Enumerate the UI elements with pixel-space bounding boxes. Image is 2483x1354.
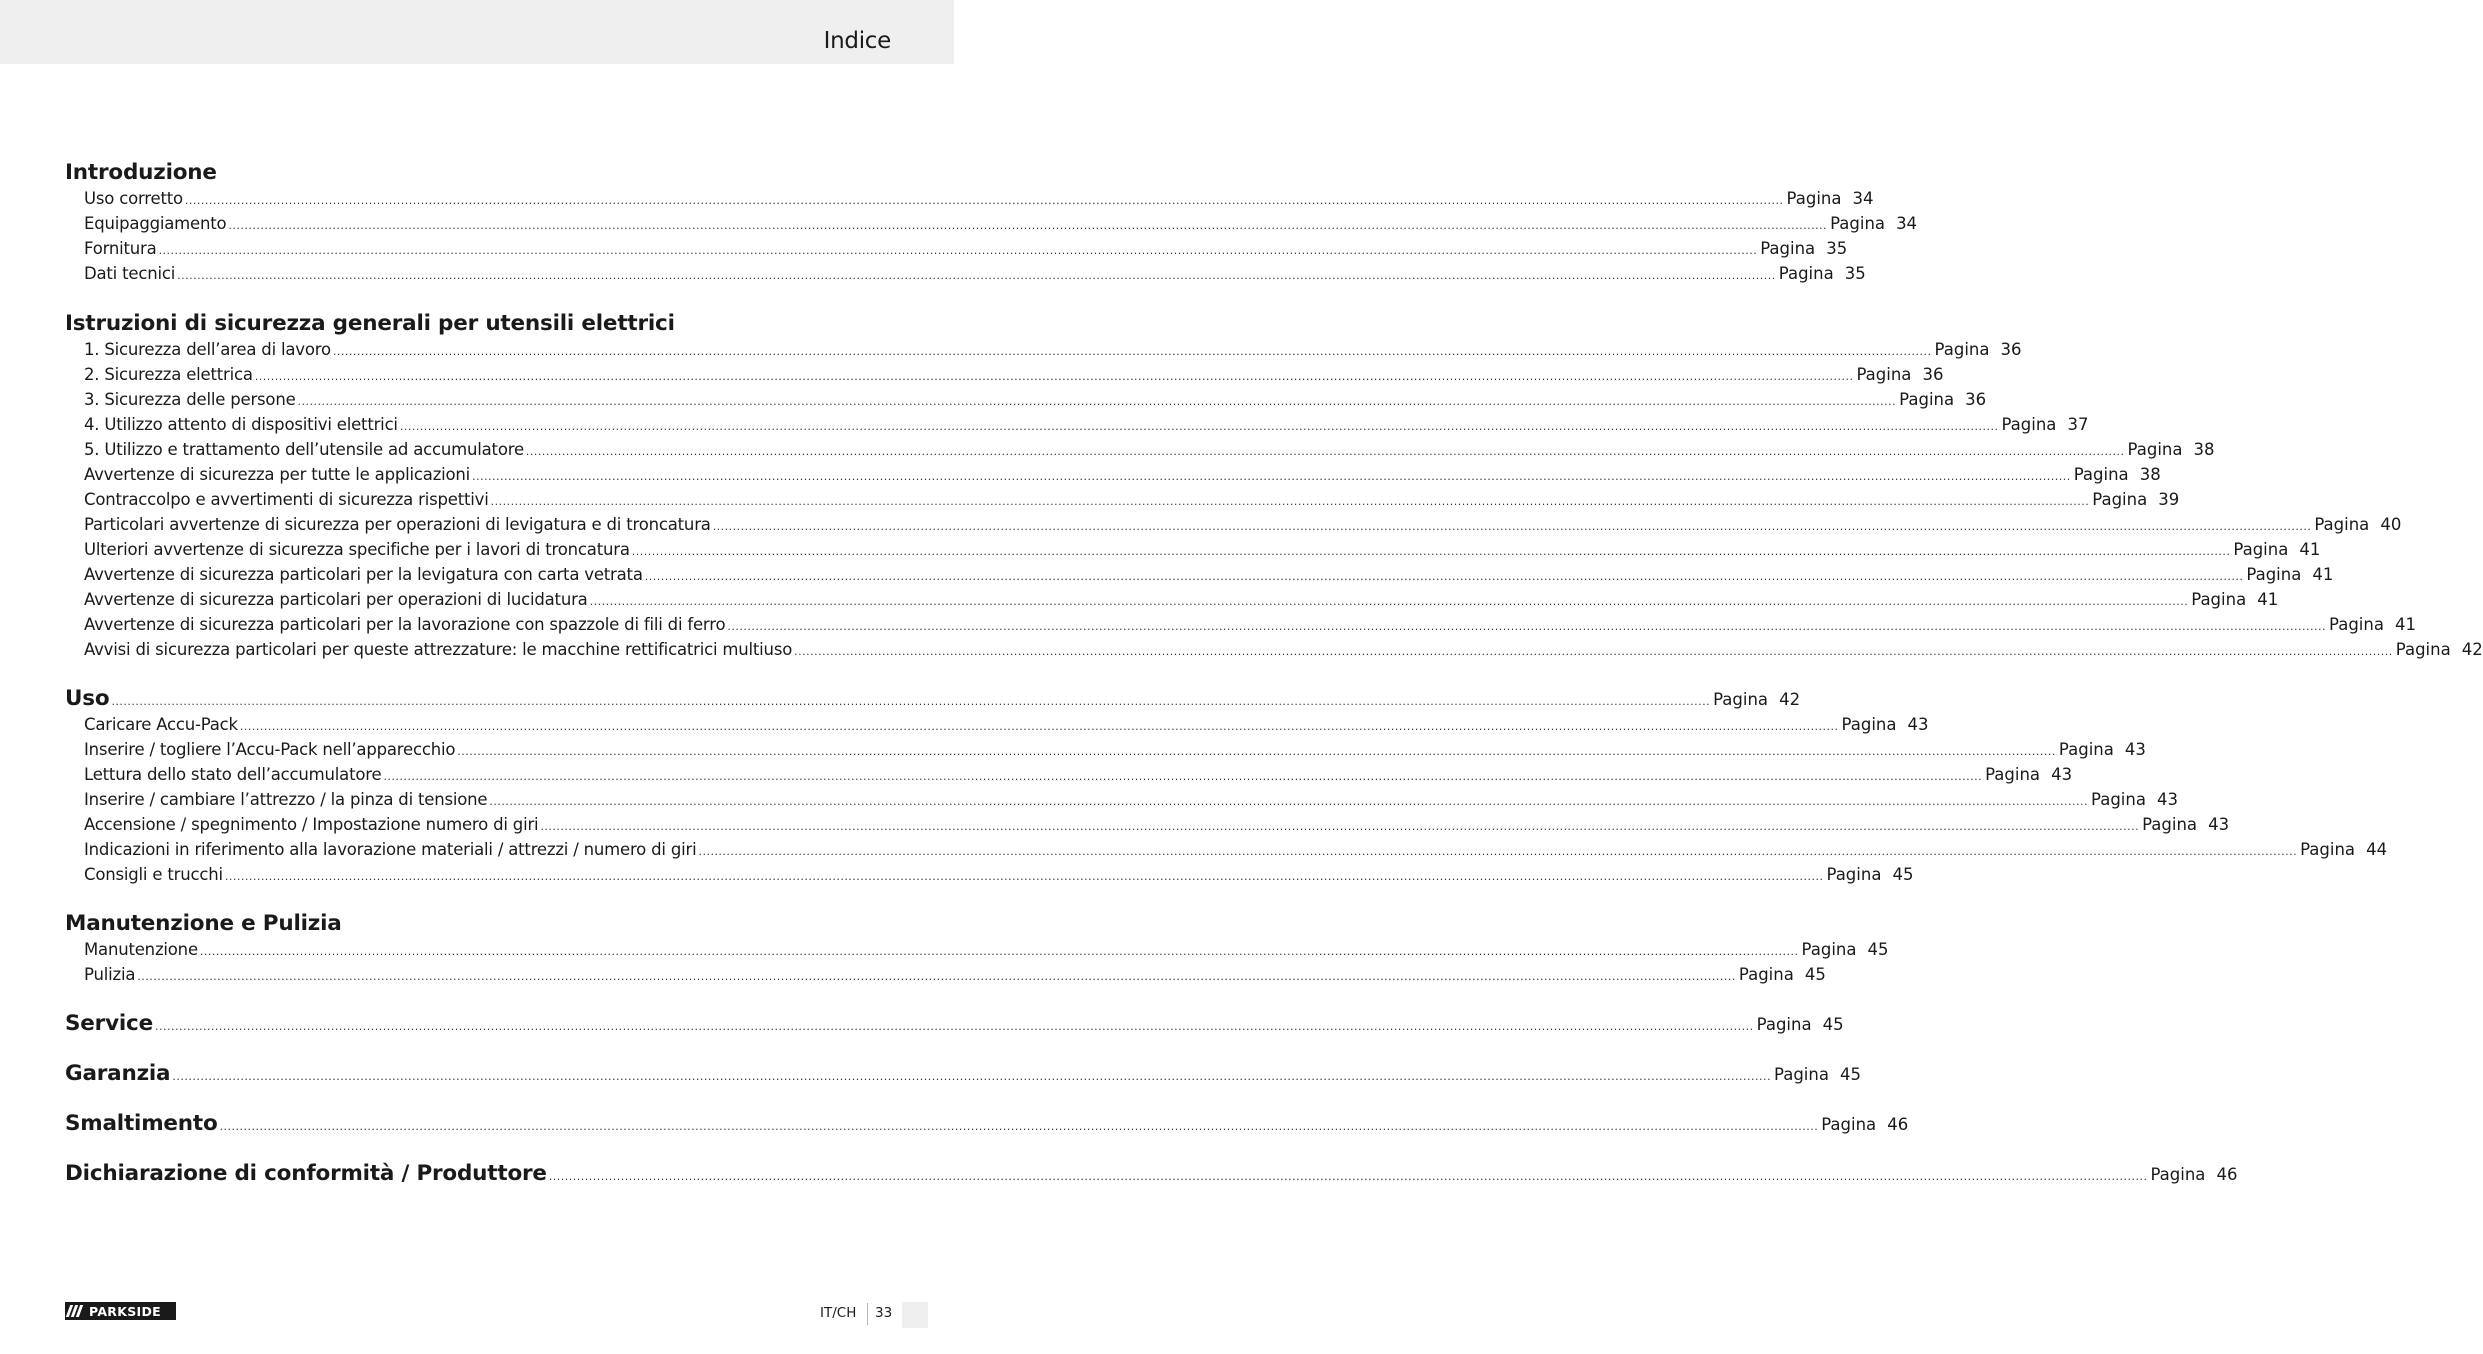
section-heading[interactable] [65,1011,1844,1036]
dot-leader: ................................................................................................................................................................................................................................................................................................................................................................................................................ [490,495,2090,508]
page-label: Pagina [2191,590,2247,609]
toc-entry[interactable] [65,565,2334,584]
page-label: Pagina [1830,214,1886,233]
page-label: Pagina [2314,515,2370,534]
toc-entry-text: 5. Utilizzo e trattamento dell’utensile ad accumulatore [84,440,524,459]
page-ref: 35 [1826,239,1848,258]
page-label: Pagina [2058,740,2114,759]
dot-leader: ................................................................................................................................................................................................................................................................................................................................................................................................................ [727,620,2326,633]
page-ref: 43 [2051,765,2073,784]
page-ref: 43 [2124,740,2146,759]
page-ref: 38 [2139,465,2161,484]
page-label: Pagina [2395,640,2451,659]
toc-entry-text: Particolari avvertenze di sicurezza per operazioni di levigatura e di troncatura [84,515,711,534]
page-label: Pagina [1778,264,1834,283]
footer-divider [867,1303,868,1325]
toc-entry[interactable] [65,640,2483,659]
page-ref: 42 [1779,690,1801,709]
toc-entry-text: Pulizia [84,965,136,984]
dot-leader: ................................................................................................................................................................................................................................................................................................................................................................................................................ [254,370,1854,383]
dot-leader: ................................................................................................................................................................................................................................................................................................................................................................................................................ [158,244,1758,257]
dot-leader: ................................................................................................................................................................................................................................................................................................................................................................................................................ [137,970,1736,983]
page-ref: 34 [1896,214,1918,233]
brand-name: PARKSIDE [89,1303,161,1319]
toc-entry[interactable] [65,490,2180,509]
section-heading-text: Uso [65,686,110,711]
toc-entry-text: 2. Sicurezza elettrica [84,365,253,384]
page-label: Pagina [1821,1115,1877,1134]
toc-entry[interactable] [65,515,2402,534]
page-ref: 44 [2366,840,2388,859]
toc-entry-text: Avvertenze di sicurezza per tutte le applicazioni [84,465,471,484]
page-ref: 41 [2395,615,2416,634]
header-bar [0,0,954,64]
page-label: Pagina [2233,540,2289,559]
toc-entry-text: Inserire / cambiare l’attrezzo / la pinza di tensione [84,790,488,809]
toc-entry[interactable] [65,365,1944,384]
section-heading[interactable] [65,1111,1909,1136]
page-ref: 37 [2067,415,2089,434]
toc-entry-text: Consigli e trucchi [84,865,223,884]
toc-entry-text: 3. Sicurezza delle persone [84,390,296,409]
page-ref: 45 [1840,1065,1862,1084]
dot-leader: ................................................................................................................................................................................................................................................................................................................................................................................................................ [698,845,2298,858]
page-label: Pagina [2091,790,2146,809]
page-label: Pagina [2246,565,2302,584]
toc-entry[interactable] [65,615,2416,634]
section-heading[interactable] [65,1161,2238,1186]
page-ref: 45 [1822,1015,1844,1034]
toc-entry[interactable] [65,790,2178,809]
dot-leader: ................................................................................................................................................................................................................................................................................................................................................................................................................ [457,745,2056,758]
dot-leader: ................................................................................................................................................................................................................................................................................................................................................................................................................ [540,820,2140,833]
page-ref: 41 [2299,540,2321,559]
page-ref: 46 [2216,1165,2238,1184]
toc-entry[interactable] [65,590,2279,609]
toc-entry-text: Avvertenze di sicurezza particolari per la levigatura con carta vetrata [84,565,643,584]
page-ref: 39 [2158,490,2180,509]
page-label: Pagina [2127,440,2183,459]
parkside-logo [65,1302,176,1320]
section-heading: Manutenzione e Pulizia [65,911,342,936]
page-label: Pagina [1801,940,1857,959]
toc-entry[interactable] [65,340,2022,359]
toc-entry-text: 4. Utilizzo attento di dispositivi elettrici [84,415,398,434]
dot-leader: ................................................................................................................................................................................................................................................................................................................................................................................................................ [239,720,1839,733]
dot-leader: ................................................................................................................................................................................................................................................................................................................................................................................................................ [219,1120,1819,1133]
toc-entry[interactable] [65,465,2161,484]
page-number: 33 [875,1305,893,1321]
page-ref: 42 [2461,640,2483,659]
toc-entry-text: Indicazioni in riferimento alla lavorazione materiali / attrezzi / numero di giri [84,840,697,859]
toc-entry[interactable] [65,390,1987,409]
page-label: Pagina [1774,1065,1829,1084]
toc-entry[interactable] [65,239,1848,258]
toc-entry-text: Avvertenze di sicurezza particolari per operazioni di lucidatura [84,590,588,609]
toc-entry[interactable] [65,865,1914,884]
section-heading: Introduzione [65,160,217,185]
toc-entry-text: Ulteriori avvertenze di sicurezza specifiche per i lavori di troncatura [84,540,630,559]
toc-entry-text: Accensione / spegnimento / Impostazione numero di giri [84,815,539,834]
section-heading-text: Smaltimento [65,1111,218,1136]
toc-entry[interactable] [65,740,2146,759]
toc-entry-text: Contraccolpo e avvertimenti di sicurezza rispettivi [84,490,489,509]
dot-leader: ................................................................................................................................................................................................................................................................................................................................................................................................................ [184,194,1784,207]
page-ref: 38 [2193,440,2215,459]
page-label: Pagina [2150,1165,2206,1184]
dot-leader: ................................................................................................................................................................................................................................................................................................................................................................................................................ [224,870,1824,883]
toc-entry[interactable] [65,715,1929,734]
page-label: Pagina [2329,615,2384,634]
toc-entry-text: Dati tecnici [84,264,176,283]
toc-entry-text: Avvisi di sicurezza particolari per queste attrezzature: le macchine rettificatrici multiuso [84,640,793,659]
toc-entry-text: Avvertenze di sicurezza particolari per la lavorazione con spazzole di fili di ferro [84,615,726,634]
section-heading[interactable] [65,686,1801,711]
page-label: Pagina [1713,690,1769,709]
page-ref: 34 [1852,189,1874,208]
page-label: Pagina [2001,415,2057,434]
toc-entry[interactable] [65,440,2215,459]
toc-entry[interactable] [65,965,1826,984]
toc-entry[interactable] [65,189,1874,208]
page-ref: 46 [1887,1115,1909,1134]
toc-entry[interactable] [65,540,2321,559]
page-title: Indice [823,28,891,54]
toc-entry[interactable] [65,264,1866,283]
page-ref: 43 [2157,790,2178,809]
page-label: Pagina [1786,189,1842,208]
dot-leader: ................................................................................................................................................................................................................................................................................................................................................................................................................ [383,770,1983,783]
page-ref: 45 [1892,865,1914,884]
page-label: Pagina [1841,715,1897,734]
page-ref: 45 [1867,940,1889,959]
dot-leader: ................................................................................................................................................................................................................................................................................................................................................................................................................ [794,645,2393,658]
dot-leader: ................................................................................................................................................................................................................................................................................................................................................................................................................ [489,795,2088,808]
page-label: Pagina [1899,390,1955,409]
section-heading-text: Service [65,1011,153,1036]
dot-leader: ................................................................................................................................................................................................................................................................................................................................................................................................................ [548,1170,2148,1183]
toc-entry-text: Uso corretto [84,189,183,208]
dot-leader: ................................................................................................................................................................................................................................................................................................................................................................................................................ [177,269,1776,282]
toc-entry-text: Manutenzione [84,940,198,959]
page-label: Pagina [2073,465,2129,484]
dot-leader: ................................................................................................................................................................................................................................................................................................................................................................................................................ [199,945,1799,958]
toc-entry-text: 1. Sicurezza dell’area di lavoro [84,340,331,359]
page-label: Pagina [1760,239,1816,258]
dot-leader: ................................................................................................................................................................................................................................................................................................................................................................................................................ [111,695,1711,708]
page-ref: 35 [1844,264,1866,283]
dot-leader: ................................................................................................................................................................................................................................................................................................................................................................................................................ [172,1070,1772,1083]
toc-entry-text: Fornitura [84,239,157,258]
page-ref: 40 [2380,515,2402,534]
page-ref: 41 [2257,590,2279,609]
toc-entry-text: Inserire / togliere l’Accu-Pack nell’apparecchio [84,740,456,759]
language-code: IT/CH [820,1305,857,1321]
toc-entry[interactable] [65,415,2089,434]
dot-leader: ................................................................................................................................................................................................................................................................................................................................................................................................................ [631,545,2231,558]
toc-entry[interactable] [65,940,1889,959]
logo-stripes-icon [68,1305,83,1317]
dot-leader: ................................................................................................................................................................................................................................................................................................................................................................................................................ [154,1020,1754,1033]
dot-leader: ................................................................................................................................................................................................................................................................................................................................................................................................................ [228,219,1828,232]
page-ref: 36 [1922,365,1944,384]
toc-entry[interactable] [65,765,2073,784]
toc-entry[interactable] [65,840,2388,859]
page-ref: 43 [1907,715,1929,734]
page-label: Pagina [1934,340,1990,359]
page-label: Pagina [1826,865,1882,884]
toc-entry-text: Caricare Accu-Pack [84,715,238,734]
toc-entry[interactable] [65,214,1918,233]
section-heading: Istruzioni di sicurezza generali per utensili elettrici [65,311,675,336]
section-heading-text: Dichiarazione di conformità / Produttore [65,1161,547,1186]
dot-leader: ................................................................................................................................................................................................................................................................................................................................................................................................................ [332,345,1932,358]
section-heading[interactable] [65,1061,1862,1086]
dot-leader: ................................................................................................................................................................................................................................................................................................................................................................................................................ [712,520,2312,533]
dot-leader: ................................................................................................................................................................................................................................................................................................................................................................................................................ [644,570,2244,583]
section-heading-text: Garanzia [65,1061,171,1086]
page-ref: 45 [1804,965,1826,984]
page-label: Pagina [2142,815,2198,834]
footer-tab-marker [902,1302,928,1328]
page-label: Pagina [1856,365,1912,384]
toc-entry[interactable] [65,815,2230,834]
dot-leader: ................................................................................................................................................................................................................................................................................................................................................................................................................ [472,470,2071,483]
page-ref: 36 [2000,340,2022,359]
dot-leader: ................................................................................................................................................................................................................................................................................................................................................................................................................ [589,595,2189,608]
dot-leader: ................................................................................................................................................................................................................................................................................................................................................................................................................ [525,445,2125,458]
dot-leader: ................................................................................................................................................................................................................................................................................................................................................................................................................ [297,395,1897,408]
toc-entry-text: Lettura dello stato dell’accumulatore [84,765,382,784]
page-label: Pagina [2092,490,2148,509]
page-label: Pagina [2300,840,2356,859]
toc-entry-text: Equipaggiamento [84,214,227,233]
page-ref: 36 [1965,390,1987,409]
page-label: Pagina [1756,1015,1812,1034]
page-label: Pagina [1985,765,2041,784]
page-ref: 43 [2208,815,2230,834]
page-ref: 41 [2312,565,2334,584]
page-label: Pagina [1738,965,1794,984]
dot-leader: ................................................................................................................................................................................................................................................................................................................................................................................................................ [399,420,1999,433]
